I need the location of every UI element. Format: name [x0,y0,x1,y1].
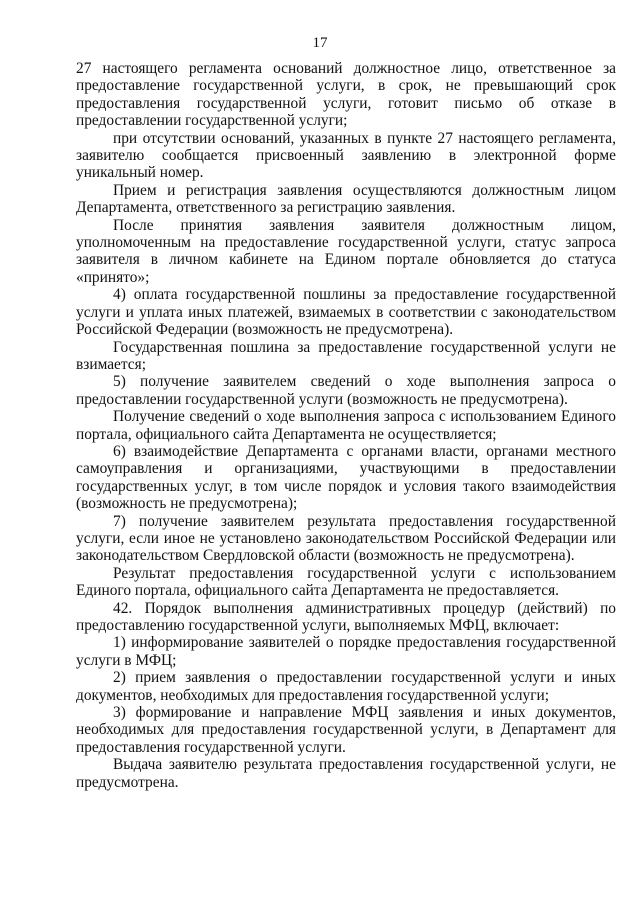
paragraph: 2) прием заявления о предоставлении государственной услуги и иных документов, необходимых для предоставления государственной услуги; [76,669,616,704]
paragraph: Результат предоставления государственной услуги с использованием Единого портала, официального сайта Департамента не предоставляется. [76,564,616,600]
paragraph: 3) формирование и направление МФЦ заявления и иных документов, необходимых для предоставления государственной услуги, в Департамент для предоставления государственной услуги. [76,704,616,756]
paragraph: Выдача заявителю результата предоставления государственной услуги, не предусмотрена. [76,756,616,791]
paragraph: 5) получение заявителем сведений о ходе выполнения запроса о предоставлении государственной услуги (возможность не предусмотрена). [76,373,616,408]
paragraph: 7) получение заявителем результата предоставления государственной услуги, если иное не установлено законодательством Российской Федерации или законодательством Свердловской области (возможность не предусмотрена). [76,512,616,565]
paragraph: 1) информирование заявителей о порядке предоставления государственной услуги в МФЦ; [76,634,616,669]
paragraph: Прием и регистрация заявления осуществляются должностным лицом Департамента, ответственного за регистрацию заявления. [76,181,616,217]
paragraph: 4) оплата государственной пошлины за предоставление государственной услуги и уплата иных платежей, взимаемых в соответствии с законодательством Российской Федерации (возможность не предусмотрена). [76,286,616,339]
page-number: 17 [312,35,328,51]
paragraph: 42. Порядок выполнения административных процедур (действий) по предоставлению государственной услуги, выполняемых МФЦ, включает: [76,599,616,634]
paragraph: После принятия заявления заявителя должностным лицом, уполномоченным на предоставление государственной услуги, статус запроса заявителя в личном кабинете на Едином портале обновляется до статуса «принято»; [76,216,616,286]
paragraph: 6) взаимодействие Департамента с органами власти, органами местного самоуправления и организациями, участвующими в предоставлении государственных услуг, в том числе порядок и условия такого взаимодействия (возможность не предусмотрена); [76,442,616,513]
paragraph: Получение сведений о ходе выполнения запроса с использованием Единого портала, официального сайта Департамента не осуществляется; [76,408,616,443]
document-body [76,60,616,791]
paragraph: 27 настоящего регламента оснований должностное лицо, ответственное за предоставление государственной услуги, в срок, не превышающий срок предоставления государственной услуги, готовит письмо об отказе в предоставлении государственной услуги; [76,60,616,130]
paragraph: Государственная пошлина за предоставление государственной услуги не взимается; [76,338,616,373]
paragraph: при отсутствии оснований, указанных в пункте 27 настоящего регламента, заявителю сообщается присвоенный заявлению в электронной форме уникальный номер. [76,129,616,182]
